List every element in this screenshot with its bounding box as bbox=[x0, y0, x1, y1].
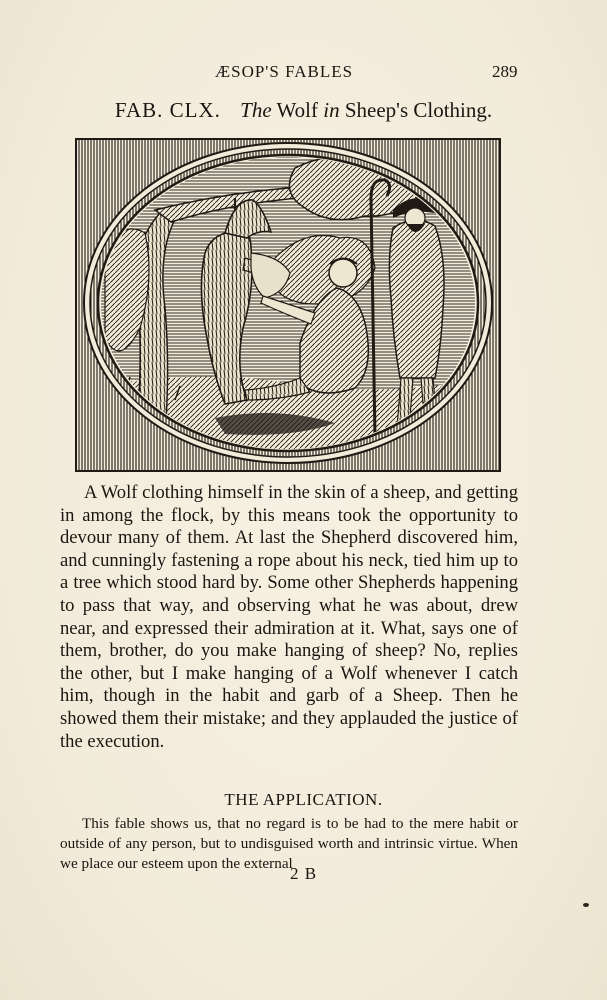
fable-heading bbox=[0, 98, 607, 123]
running-title: ÆSOP'S FABLES bbox=[215, 62, 354, 81]
wolf-hanged-woodcut-icon bbox=[75, 138, 501, 472]
page-number: 289 bbox=[492, 62, 518, 81]
fable-body-text: A Wolf clothing himself in the skin of a sheep, and getting in among the flock, by this means took the opportunity to devour many of them. At last the Shepherd discovered him, and cunningly fastening a rope about his neck, tied him up to a tree which stood hard by. Some other Shepherds happening to pass that way, and observing what he was about, drew near, and expressed their admiration at it. What, says one of them, brother, do you make hanging of sheep? No, replies the other, but I make hanging of a Wolf whenever I catch him, though in the habit and garb of a Sheep. Then he showed them their mistake; and they applauded the justice of the execution. bbox=[60, 482, 519, 752]
application-text: This fable shows us, that no regard is to be had to the mere habit or outside of any person, but to undisguised worth and intrinsic virtue. When we place our esteem upon the external bbox=[60, 815, 518, 872]
fable-number: FAB. CLX. bbox=[114, 98, 221, 122]
fable-title-rest: Sheep's Clothing. bbox=[344, 98, 493, 122]
ink-speck bbox=[583, 903, 589, 907]
fable-title-the: The bbox=[240, 98, 272, 122]
application-heading: THE APPLICATION. bbox=[224, 790, 383, 809]
running-head bbox=[0, 62, 607, 84]
fable-title-in: in bbox=[323, 98, 340, 122]
fable-title-wolf: Wolf bbox=[276, 98, 318, 122]
signature-mark: 2 B bbox=[289, 864, 318, 883]
